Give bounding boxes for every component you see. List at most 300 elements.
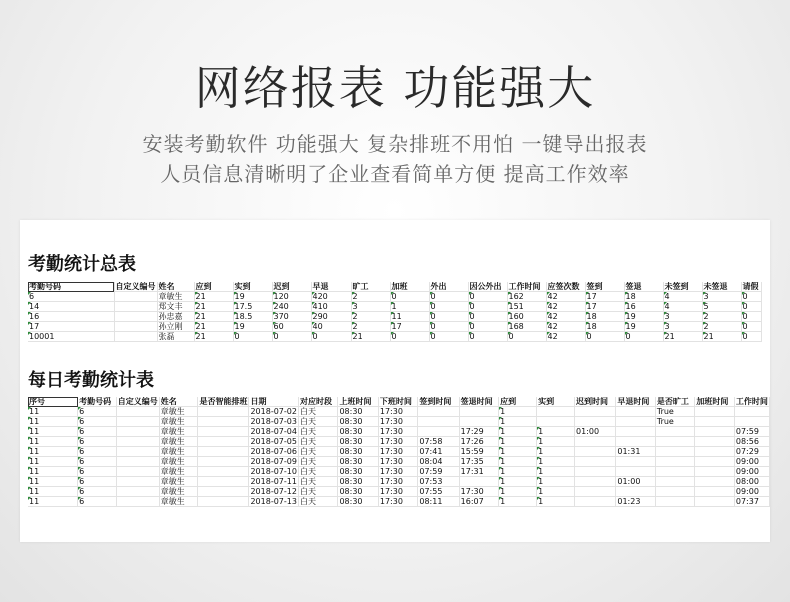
table-cell[interactable]: 162 xyxy=(507,292,546,302)
column-header[interactable]: 签退时间 xyxy=(459,397,499,407)
table-cell[interactable] xyxy=(418,417,459,427)
table-cell[interactable]: 0 xyxy=(233,332,272,342)
table-cell[interactable]: 21 xyxy=(194,332,233,342)
table-cell[interactable] xyxy=(575,447,616,457)
table-cell[interactable]: 2018-07-02 xyxy=(250,407,297,416)
table-cell[interactable] xyxy=(537,417,575,427)
table-cell[interactable]: 11 xyxy=(28,427,78,437)
table-cell[interactable]: 17:30 xyxy=(378,407,418,417)
table-cell[interactable] xyxy=(198,497,249,507)
table-cell[interactable]: 370 xyxy=(272,312,311,322)
table-cell[interactable] xyxy=(575,437,616,447)
table-cell[interactable]: 17:29 xyxy=(459,427,499,437)
table-cell[interactable]: 19 xyxy=(624,322,663,332)
table-cell[interactable]: 1 xyxy=(499,477,537,487)
table-cell[interactable]: 白天 xyxy=(298,427,338,437)
table-cell[interactable] xyxy=(695,477,735,487)
table-cell[interactable]: 章敏生 xyxy=(157,292,194,302)
column-header[interactable]: 加班时间 xyxy=(695,397,735,407)
column-header[interactable]: 早退时间 xyxy=(616,397,656,407)
table-cell[interactable]: 2018-07-04 xyxy=(250,427,297,436)
table-cell[interactable]: 01:00 xyxy=(616,477,656,487)
table-cell[interactable]: 章敏生 xyxy=(159,447,198,457)
column-header[interactable]: 实到 xyxy=(233,282,272,292)
table-cell[interactable]: 6 xyxy=(78,427,117,437)
table-cell[interactable]: True xyxy=(655,417,695,427)
table-cell[interactable]: 6 xyxy=(78,407,117,417)
table-cell[interactable]: 1 xyxy=(499,457,537,467)
table-cell[interactable]: 14 xyxy=(28,302,114,312)
table-cell[interactable]: 郑文丰 xyxy=(157,302,194,312)
table-cell[interactable]: 章敏生 xyxy=(159,487,198,497)
table-cell[interactable] xyxy=(116,447,159,457)
table-cell[interactable]: 白天 xyxy=(298,457,338,467)
table-cell[interactable] xyxy=(575,497,616,507)
table-cell[interactable] xyxy=(116,407,159,417)
table-cell[interactable]: 11 xyxy=(28,447,78,457)
table-cell[interactable]: 42 xyxy=(546,302,585,312)
table-cell[interactable]: 08:11 xyxy=(418,497,459,507)
table-cell[interactable]: 章敏生 xyxy=(159,417,198,427)
table-cell[interactable] xyxy=(459,477,499,487)
table-cell[interactable]: 孙忠嘉 xyxy=(157,312,194,322)
table-cell[interactable]: 18 xyxy=(624,292,663,302)
table-cell[interactable]: 4 xyxy=(663,292,702,302)
table-cell[interactable]: 60 xyxy=(272,322,311,332)
table-cell[interactable]: 07:58 xyxy=(418,437,459,447)
table-cell[interactable]: 17:31 xyxy=(459,467,499,477)
table-cell[interactable]: 1 xyxy=(499,487,537,497)
table-cell[interactable]: 白天 xyxy=(298,477,338,487)
table-cell[interactable]: 2 xyxy=(351,312,390,322)
table-cell[interactable] xyxy=(418,427,459,437)
table-cell[interactable]: 5 xyxy=(702,302,741,312)
table-cell[interactable]: 0 xyxy=(390,332,429,342)
table-cell[interactable] xyxy=(114,322,157,332)
table-cell[interactable]: 08:30 xyxy=(338,437,378,447)
table-cell[interactable]: 1 xyxy=(537,427,575,437)
table-cell[interactable]: 张磊 xyxy=(157,332,194,342)
table-cell[interactable]: 2018-07-03 xyxy=(250,417,297,426)
table-cell[interactable]: 11 xyxy=(28,437,78,447)
table-cell[interactable]: 3 xyxy=(663,322,702,332)
table-cell[interactable]: 07:29 xyxy=(734,447,769,457)
table-cell[interactable]: 2 xyxy=(351,292,390,302)
table-cell[interactable]: 1 xyxy=(537,457,575,467)
table-cell[interactable]: 6 xyxy=(78,487,117,497)
table-cell[interactable]: 21 xyxy=(194,292,233,302)
table-cell[interactable]: 17:30 xyxy=(378,477,418,487)
table-cell[interactable]: 40 xyxy=(311,322,351,332)
table-cell[interactable]: 420 xyxy=(311,292,351,302)
table-cell[interactable]: 16:07 xyxy=(459,497,499,507)
table-cell[interactable] xyxy=(695,427,735,437)
table-cell[interactable] xyxy=(655,457,695,467)
table-cell[interactable] xyxy=(116,467,159,477)
table-cell[interactable] xyxy=(695,417,735,427)
table-cell[interactable]: 0 xyxy=(272,332,311,342)
table-cell[interactable]: 151 xyxy=(507,302,546,312)
table-cell[interactable] xyxy=(655,467,695,477)
table-cell[interactable]: 1 xyxy=(537,497,575,507)
table-cell[interactable]: 白天 xyxy=(298,467,338,477)
table-cell[interactable] xyxy=(116,457,159,467)
table-cell[interactable] xyxy=(616,457,656,467)
column-header[interactable]: 应到 xyxy=(194,282,233,292)
table-cell[interactable]: 0 xyxy=(468,322,507,332)
table-cell[interactable]: 17.5 xyxy=(233,302,272,312)
table-cell[interactable]: 15:59 xyxy=(459,447,499,457)
column-header[interactable]: 签到时间 xyxy=(418,397,459,407)
table-cell[interactable]: 1 xyxy=(537,437,575,447)
table-cell[interactable] xyxy=(418,407,459,417)
table-cell[interactable] xyxy=(198,417,249,427)
table-cell[interactable]: 09:00 xyxy=(734,487,769,497)
table-cell[interactable]: 11 xyxy=(28,497,78,507)
table-cell[interactable]: 白天 xyxy=(298,487,338,497)
table-cell[interactable]: 0 xyxy=(311,332,351,342)
column-header[interactable]: 未签到 xyxy=(663,282,702,292)
table-cell[interactable]: 0 xyxy=(429,312,468,322)
column-header[interactable]: 签退 xyxy=(624,282,663,292)
table-cell[interactable]: 17 xyxy=(390,322,429,332)
table-cell[interactable]: 168 xyxy=(507,322,546,332)
table-cell[interactable]: 3 xyxy=(351,302,390,312)
table-cell[interactable]: 1 xyxy=(499,437,537,447)
table-cell[interactable]: 17:30 xyxy=(378,437,418,447)
table-cell[interactable]: 0 xyxy=(429,302,468,312)
table-cell[interactable]: 0 xyxy=(741,332,761,342)
column-header[interactable]: 迟到时间 xyxy=(575,397,616,407)
table-cell[interactable]: 0 xyxy=(468,332,507,342)
table-cell[interactable]: 11 xyxy=(28,487,78,497)
table-cell[interactable] xyxy=(116,417,159,427)
table-cell[interactable] xyxy=(695,497,735,507)
table-cell[interactable]: 17:30 xyxy=(378,467,418,477)
table-cell[interactable] xyxy=(655,447,695,457)
table-cell[interactable] xyxy=(114,302,157,312)
table-cell[interactable]: 章敏生 xyxy=(159,407,198,417)
table-cell[interactable] xyxy=(198,487,249,497)
table-cell[interactable]: 07:59 xyxy=(734,427,769,437)
table-cell[interactable]: 08:56 xyxy=(734,437,769,447)
table-cell[interactable]: 08:30 xyxy=(338,417,378,427)
column-header[interactable]: 应签次数 xyxy=(546,282,585,292)
table-cell[interactable]: 2018-07-11 xyxy=(250,477,297,486)
table-cell[interactable]: 2018-07-05 xyxy=(250,437,297,446)
table-cell[interactable]: 42 xyxy=(546,312,585,322)
column-header[interactable]: 自定义编号 xyxy=(115,282,156,291)
table-cell[interactable] xyxy=(198,427,249,437)
table-cell[interactable] xyxy=(198,437,249,447)
table-cell[interactable]: 白天 xyxy=(298,407,338,417)
table-cell[interactable]: 章敏生 xyxy=(159,427,198,437)
table-cell[interactable]: 16 xyxy=(28,312,114,322)
table-cell[interactable]: 17:30 xyxy=(378,497,418,507)
table-cell[interactable]: 11 xyxy=(28,417,78,427)
column-header[interactable]: 姓名 xyxy=(159,397,198,407)
table-cell[interactable] xyxy=(575,407,616,417)
column-header[interactable]: 工作时间 xyxy=(735,397,768,406)
table-cell[interactable]: 08:30 xyxy=(338,457,378,467)
table-cell[interactable]: 6 xyxy=(78,437,117,447)
column-header[interactable]: 考勤号码 xyxy=(28,282,114,292)
table-cell[interactable] xyxy=(116,477,159,487)
table-cell[interactable] xyxy=(734,417,769,427)
table-cell[interactable]: 08:30 xyxy=(338,477,378,487)
table-cell[interactable]: 0 xyxy=(741,312,761,322)
table-cell[interactable]: 42 xyxy=(546,322,585,332)
table-cell[interactable]: 0 xyxy=(468,292,507,302)
table-cell[interactable]: 白天 xyxy=(298,417,338,427)
table-cell[interactable]: 17:30 xyxy=(378,457,418,467)
table-cell[interactable]: 章敏生 xyxy=(159,467,198,477)
table-cell[interactable]: 6 xyxy=(28,292,114,302)
table-cell[interactable]: 0 xyxy=(741,302,761,312)
table-cell[interactable] xyxy=(198,457,249,467)
table-cell[interactable]: 19 xyxy=(233,292,272,302)
column-header[interactable]: 早退 xyxy=(311,282,351,292)
table-cell[interactable] xyxy=(575,457,616,467)
table-cell[interactable]: 11 xyxy=(28,467,78,477)
table-cell[interactable]: 01:00 xyxy=(575,427,616,437)
table-cell[interactable] xyxy=(655,427,695,437)
table-cell[interactable] xyxy=(459,417,499,427)
column-header[interactable]: 旷工 xyxy=(351,282,390,292)
table-cell[interactable]: 07:55 xyxy=(418,487,459,497)
table-cell[interactable] xyxy=(655,497,695,507)
table-cell[interactable]: 21 xyxy=(663,332,702,342)
table-cell[interactable]: 07:37 xyxy=(734,497,769,507)
table-cell[interactable]: 章敏生 xyxy=(159,497,198,507)
table-cell[interactable]: 0 xyxy=(741,322,761,332)
table-cell[interactable]: 11 xyxy=(28,407,78,417)
table-cell[interactable]: 17:26 xyxy=(459,437,499,447)
table-cell[interactable] xyxy=(459,407,499,417)
column-header[interactable]: 外出 xyxy=(429,282,468,292)
table-cell[interactable]: 2 xyxy=(351,322,390,332)
table-cell[interactable]: 1 xyxy=(499,427,537,437)
table-cell[interactable] xyxy=(198,467,249,477)
table-cell[interactable]: 17:30 xyxy=(378,427,418,437)
table-cell[interactable]: 6 xyxy=(78,457,117,467)
table-cell[interactable] xyxy=(655,487,695,497)
table-cell[interactable] xyxy=(575,417,616,427)
column-header[interactable]: 迟到 xyxy=(272,282,311,292)
table-cell[interactable]: 01:23 xyxy=(616,497,656,507)
table-cell[interactable]: 17 xyxy=(585,292,624,302)
table-cell[interactable]: 17:35 xyxy=(459,457,499,467)
table-cell[interactable] xyxy=(575,477,616,487)
table-cell[interactable]: 0 xyxy=(390,292,429,302)
table-cell[interactable]: 1 xyxy=(390,302,429,312)
column-header[interactable]: 未签退 xyxy=(702,282,741,292)
table-cell[interactable]: 0 xyxy=(741,292,761,302)
table-cell[interactable]: 白天 xyxy=(298,437,338,447)
column-header[interactable]: 是否旷工 xyxy=(655,397,695,407)
table-cell[interactable] xyxy=(695,457,735,467)
table-cell[interactable] xyxy=(198,477,249,487)
table-cell[interactable] xyxy=(116,487,159,497)
table-cell[interactable]: 0 xyxy=(429,292,468,302)
table-cell[interactable]: 19 xyxy=(624,312,663,322)
table-cell[interactable] xyxy=(734,407,769,417)
table-cell[interactable]: 6 xyxy=(78,417,117,427)
table-cell[interactable]: 6 xyxy=(78,477,117,487)
table-cell[interactable]: 21 xyxy=(194,312,233,322)
table-cell[interactable]: 18.5 xyxy=(233,312,272,322)
table-cell[interactable]: 42 xyxy=(546,332,585,342)
table-cell[interactable]: 17:30 xyxy=(459,487,499,497)
table-cell[interactable]: 160 xyxy=(507,312,546,322)
table-cell[interactable]: 2018-07-12 xyxy=(250,487,297,496)
table-cell[interactable] xyxy=(616,427,656,437)
table-cell[interactable]: 11 xyxy=(390,312,429,322)
table-cell[interactable]: 章敏生 xyxy=(159,477,198,487)
table-cell[interactable]: 1 xyxy=(499,407,537,417)
table-cell[interactable]: 08:04 xyxy=(418,457,459,467)
table-cell[interactable] xyxy=(537,407,575,417)
column-header[interactable]: 序号 xyxy=(28,397,78,407)
table-cell[interactable]: 2018-07-09 xyxy=(250,457,297,466)
table-cell[interactable]: 孙立刚 xyxy=(157,322,194,332)
table-cell[interactable] xyxy=(616,437,656,447)
table-cell[interactable]: 6 xyxy=(78,467,117,477)
table-cell[interactable]: 120 xyxy=(272,292,311,302)
table-cell[interactable]: 0 xyxy=(468,302,507,312)
table-cell[interactable] xyxy=(616,417,656,427)
table-cell[interactable] xyxy=(695,437,735,447)
column-header[interactable]: 工作时间 xyxy=(507,282,546,292)
table-cell[interactable]: 11 xyxy=(28,457,78,467)
table-cell[interactable]: 18 xyxy=(585,322,624,332)
table-cell[interactable]: 16 xyxy=(624,302,663,312)
column-header[interactable]: 加班 xyxy=(390,282,429,292)
table-cell[interactable]: 1 xyxy=(537,487,575,497)
table-cell[interactable]: 08:30 xyxy=(338,467,378,477)
column-header[interactable]: 下班时间 xyxy=(378,397,418,407)
table-cell[interactable]: 2018-07-10 xyxy=(250,467,297,476)
table-cell[interactable]: 290 xyxy=(311,312,351,322)
table-cell[interactable]: 21 xyxy=(702,332,741,342)
column-header[interactable]: 应到 xyxy=(499,397,537,407)
table-cell[interactable]: 0 xyxy=(429,322,468,332)
table-cell[interactable]: 17:30 xyxy=(378,447,418,457)
table-cell[interactable]: 410 xyxy=(311,302,351,312)
table-cell[interactable]: 3 xyxy=(663,312,702,322)
table-cell[interactable] xyxy=(616,487,656,497)
table-cell[interactable] xyxy=(575,467,616,477)
table-cell[interactable]: 章敏生 xyxy=(159,437,198,447)
table-cell[interactable]: 1 xyxy=(537,477,575,487)
column-header[interactable]: 日期 xyxy=(249,397,299,407)
table-cell[interactable]: 6 xyxy=(78,447,117,457)
table-cell[interactable] xyxy=(116,437,159,447)
table-cell[interactable] xyxy=(116,427,159,437)
column-header[interactable]: 考勤号码 xyxy=(78,397,117,407)
table-cell[interactable]: 1 xyxy=(499,447,537,457)
table-cell[interactable] xyxy=(695,467,735,477)
table-cell[interactable]: 08:30 xyxy=(338,447,378,457)
table-cell[interactable] xyxy=(616,407,656,417)
table-cell[interactable]: 2 xyxy=(702,322,741,332)
table-cell[interactable]: 章敏生 xyxy=(159,457,198,467)
table-cell[interactable]: 07:53 xyxy=(418,477,459,487)
table-cell[interactable] xyxy=(695,407,735,417)
column-header[interactable]: 是否智能排班 xyxy=(199,397,248,406)
table-cell[interactable]: 11 xyxy=(28,477,78,487)
table-cell[interactable] xyxy=(655,477,695,487)
table-cell[interactable]: 09:00 xyxy=(734,467,769,477)
table-cell[interactable]: 08:00 xyxy=(734,477,769,487)
table-cell[interactable]: 1 xyxy=(499,417,537,427)
column-header[interactable]: 姓名 xyxy=(157,282,194,292)
table-cell[interactable]: 白天 xyxy=(298,497,338,507)
table-cell[interactable]: 17 xyxy=(28,322,114,332)
table-cell[interactable]: 17:30 xyxy=(378,417,418,427)
column-header[interactable]: 实到 xyxy=(537,397,575,407)
table-cell[interactable] xyxy=(655,437,695,447)
table-cell[interactable]: 0 xyxy=(585,332,624,342)
table-cell[interactable]: 08:30 xyxy=(338,497,378,507)
column-header[interactable]: 因公外出 xyxy=(468,282,507,292)
table-cell[interactable] xyxy=(575,487,616,497)
table-cell[interactable]: 0 xyxy=(624,332,663,342)
table-cell[interactable]: 2018-07-06 xyxy=(250,447,297,456)
table-cell[interactable]: 08:30 xyxy=(338,427,378,437)
table-cell[interactable]: 0 xyxy=(468,312,507,322)
column-header[interactable]: 自定义编号 xyxy=(117,397,158,406)
table-cell[interactable]: 19 xyxy=(233,322,272,332)
column-header[interactable]: 签到 xyxy=(585,282,624,292)
table-cell[interactable]: 1 xyxy=(537,447,575,457)
table-cell[interactable]: 21 xyxy=(351,332,390,342)
table-cell[interactable]: 6 xyxy=(78,497,117,507)
table-cell[interactable] xyxy=(198,447,249,457)
table-cell[interactable]: 2 xyxy=(702,312,741,322)
table-cell[interactable]: 0 xyxy=(429,332,468,342)
column-header[interactable]: 请假 xyxy=(741,282,761,292)
table-cell[interactable]: True xyxy=(655,407,695,417)
table-cell[interactable]: 08:30 xyxy=(338,407,378,417)
table-cell[interactable]: 白天 xyxy=(298,447,338,457)
table-cell[interactable]: 240 xyxy=(272,302,311,312)
table-cell[interactable]: 3 xyxy=(702,292,741,302)
table-cell[interactable] xyxy=(695,447,735,457)
table-cell[interactable] xyxy=(198,407,249,417)
table-cell[interactable]: 1 xyxy=(537,467,575,477)
table-cell[interactable]: 01:31 xyxy=(616,447,656,457)
table-cell[interactable]: 1 xyxy=(499,497,537,507)
table-cell[interactable] xyxy=(114,332,157,342)
table-cell[interactable]: 10001 xyxy=(28,332,114,342)
table-cell[interactable]: 07:59 xyxy=(418,467,459,477)
table-cell[interactable] xyxy=(114,292,157,302)
table-cell[interactable]: 17 xyxy=(585,302,624,312)
table-cell[interactable] xyxy=(695,487,735,497)
column-header[interactable]: 对应时段 xyxy=(298,397,338,407)
table-cell[interactable]: 1 xyxy=(499,467,537,477)
table-cell[interactable]: 0 xyxy=(507,332,546,342)
table-cell[interactable]: 4 xyxy=(663,302,702,312)
table-cell[interactable]: 21 xyxy=(194,322,233,332)
table-cell[interactable]: 21 xyxy=(194,302,233,312)
table-cell[interactable]: 2018-07-13 xyxy=(250,497,297,506)
table-cell[interactable]: 09:00 xyxy=(734,457,769,467)
table-cell[interactable]: 42 xyxy=(546,292,585,302)
table-cell[interactable]: 18 xyxy=(585,312,624,322)
column-header[interactable]: 上班时间 xyxy=(338,397,378,407)
